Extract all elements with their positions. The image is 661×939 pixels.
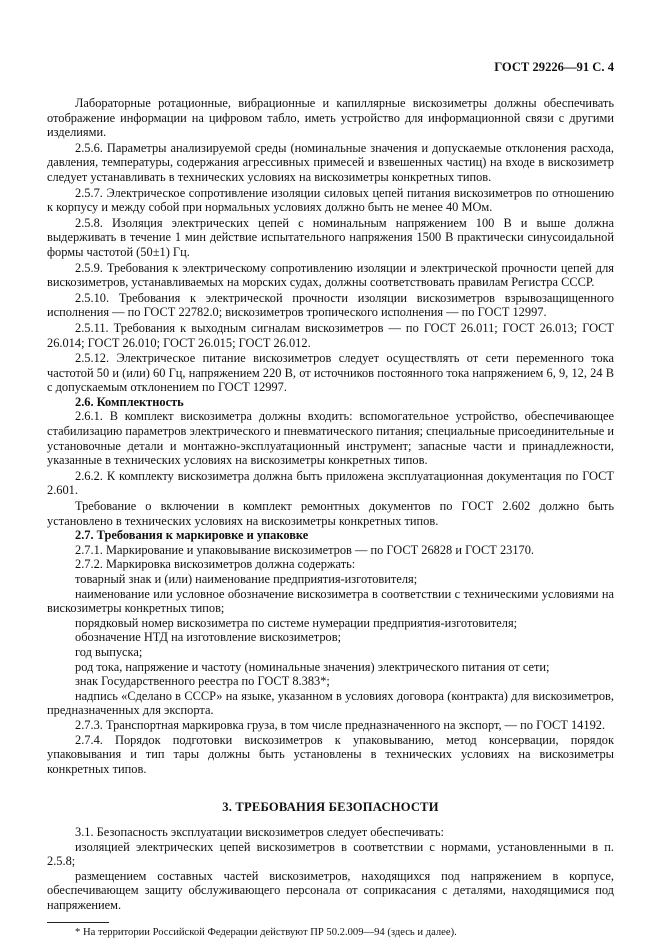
paragraph-2-5-12: 2.5.12. Электрическое питание вискозиметров следует осуществлять от сети переменного тока частотой 50 и (или) 60 Гц, напряжением 220 В, от источников постоянного тока напряжением 6, 9, 12, 24 В с допускаемым отклонением по ГОСТ 12997.: [47, 351, 614, 395]
list-item: размещением составных частей вискозиметров, находящихся под напряжением в корпусе, обеспечивающем защиту обслуживающего персонала от соприкасания с деталями, находящимися под напряжением.: [47, 868, 614, 912]
list-item: наименование или условное обозначение вискозиметра в соответствии с техническими условиями на вискозиметры конкретных типов;: [47, 586, 614, 616]
list-item: надпись «Сделано в СССР» на языке, указанном в условиях договора (контракта) для вискозиметров, предназначенных для экспорта.: [47, 688, 614, 718]
page-header: ГОСТ 29226—91 С. 4: [494, 60, 614, 74]
paragraph-2-7-1: 2.7.1. Маркирование и упаковывание вискозиметров — по ГОСТ 26828 и ГОСТ 23170.: [75, 542, 535, 557]
footnote-divider: [47, 922, 109, 923]
list-item: изоляцией электрических цепей вискозиметров в соответствии с нормами, установленными в п. 2.5.8;: [47, 839, 614, 869]
paragraph-2-6-2: 2.6.2. К комплекту вискозиметра должна быть приложена эксплуатационная документация по ГОСТ 2.601.: [47, 468, 614, 498]
list-item: порядковый номер вискозиметра по системе нумерации предприятия-изготовителя;: [75, 615, 518, 630]
list-item: год выпуска;: [75, 644, 143, 659]
paragraph-2-5-11: 2.5.11. Требования к выходным сигналам вискозиметров — по ГОСТ 26.011; ГОСТ 26.013; ГОСТ 26.014; ГОСТ 26.010; ГОСТ 26.015; ГОСТ 26.012.: [47, 320, 614, 350]
subsection-title-2-6: 2.6. Комплектность: [75, 394, 184, 409]
paragraph-2-5-8: 2.5.8. Изоляция электрических цепей с номинальным напряжением 100 В и выше должна выдерживать в течение 1 мин действие испытательного напряжения 1500 В практически синусоидальной формы частотой (50±1) Гц.: [47, 215, 614, 259]
paragraph-2-5-9: 2.5.9. Требования к электрическому сопротивлению изоляции и электрической прочности цепей для вискозиметров, устанавливаемых на морских судах, должны соответствовать правилам Регистра СССР.: [47, 260, 614, 290]
document-body: [47, 60, 614, 939]
section-title-3: 3. ТРЕБОВАНИЯ БЕЗОПАСНОСТИ: [222, 800, 439, 815]
paragraph-2-7-2: 2.7.2. Маркировка вискозиметров должна содержать:: [75, 557, 356, 572]
list-item: обозначение НТД на изготовление вискозиметров;: [75, 630, 342, 645]
list-item: знак Государственного реестра по ГОСТ 8.383*;: [75, 674, 330, 689]
paragraph-2-7-3: 2.7.3. Транспортная маркировка груза, в том числе предназначенного на экспорт, — по ГОСТ 14192.: [75, 717, 606, 732]
paragraph-2-5-10: 2.5.10. Требования к электрической прочности изоляции вискозиметров взрывозащищенного исполнения — по ГОСТ 22782.0; вискозиметров тропического исполнения — по ГОСТ 12997.: [47, 290, 614, 320]
paragraph-2-5-6: 2.5.6. Параметры анализируемой среды (номинальные значения и допускаемые отклонения расхода, давления, температуры, содержания агрессивных примесей и взвешенных частиц) на входе в вискозиметр следует устанавливать в технических условиях на вискозиметры конкретных типов.: [47, 140, 614, 184]
subsection-title-2-7: 2.7. Требования к маркировке и упаковке: [75, 528, 309, 543]
list-item: род тока, напряжение и частоту (номинальные значения) электрического питания от сети;: [75, 659, 550, 674]
paragraph-3-1: 3.1. Безопасность эксплуатации вискозиметров следует обеспечивать:: [75, 824, 444, 839]
paragraph-2-7-4: 2.7.4. Порядок подготовки вискозиметров к упаковыванию, метод консервации, порядок упаковывания и тип тары должны быть установлены в технических условиях на вискозиметры конкретных типов.: [47, 732, 614, 776]
footnote: * На территории Российской Федерации действуют ПР 50.2.009—94 (здесь и далее).: [75, 927, 457, 939]
paragraph-2-5-7: 2.5.7. Электрическое сопротивление изоляции силовых цепей питания вискозиметров по отношению к корпусу и между собой при нормальных условиях должно быть не менее 40 МОм.: [47, 185, 614, 215]
paragraph: Лабораторные ротационные, вибрационные и капиллярные вискозиметры должны обеспечивать отображение информации на цифровом табло, иметь устройство для информационной связи с другими изделиями.: [47, 96, 614, 140]
list-item: товарный знак и (или) наименование предприятия-изготовителя;: [75, 572, 418, 586]
paragraph: Требование о включении в комплект ремонтных документов по ГОСТ 2.602 должно быть установлено в технических условиях на вискозиметры конкретных типов.: [47, 499, 614, 528]
paragraph-2-6-1: 2.6.1. В комплект вискозиметра должны входить: вспомогательное устройство, обеспечивающее стабилизацию параметров электрического и пневматического питания; специальные присоединительные и установочные детали и монтажно-эксплуатационный инструмент; запасные части и принадлежности, указанные в технических условиях на вискозиметры конкретных типов.: [47, 409, 614, 468]
